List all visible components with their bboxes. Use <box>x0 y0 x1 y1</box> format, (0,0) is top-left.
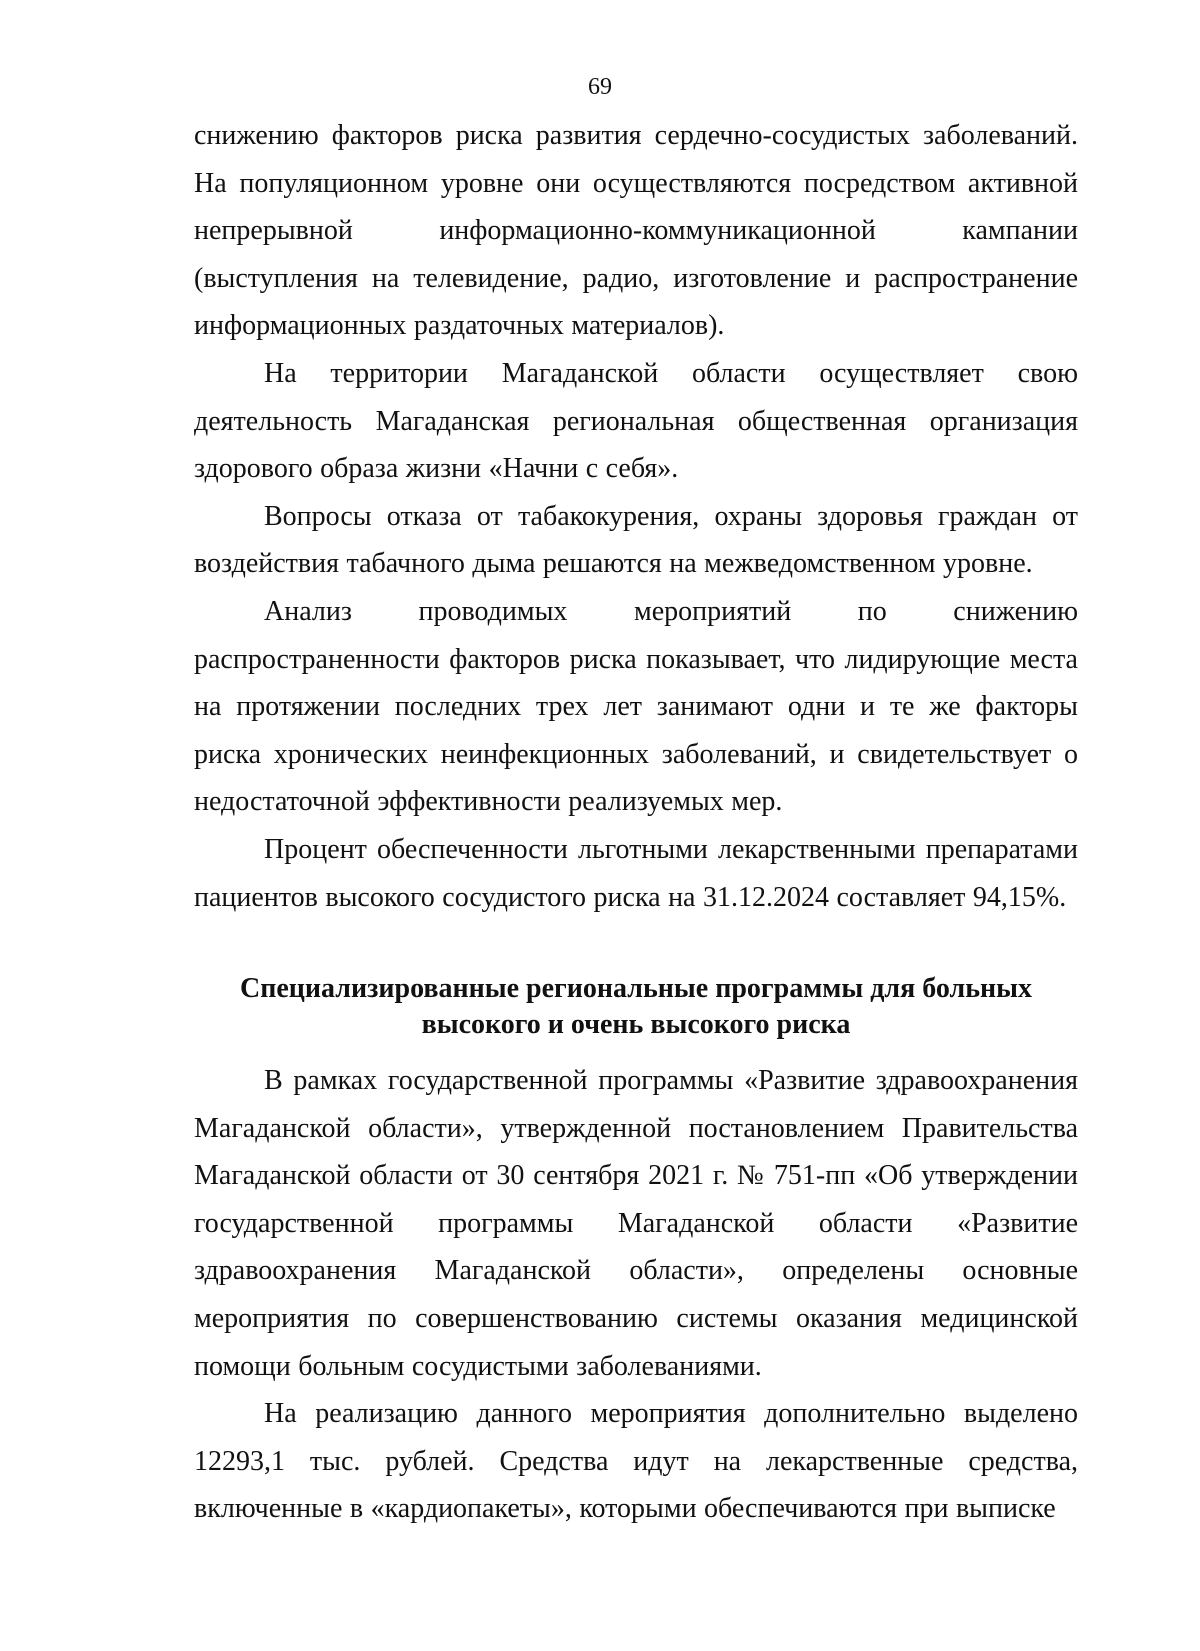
paragraph-provision-percent: Процент обеспеченности льготными лекарственными препаратами пациентов высокого сосудистого риска на 31.12.2024 составляет 94,15%. <box>194 833 1078 913</box>
text-section-top <box>194 112 1078 921</box>
section-heading-line-1: Специализированные региональные программы для больных <box>239 973 1033 1004</box>
section-heading <box>194 971 1078 1043</box>
section-heading-line-2: высокого и очень высокого риска <box>421 1009 851 1040</box>
page-number: 69 <box>588 74 612 100</box>
paragraph-continuation: снижению факторов риска развития сердечно-сосудистых заболеваний. На популяционном уровне они осуществляются посредством активной непрерывной информационно-коммуникационной кампании (выступления на телевидение, радио, изготовление и распространение информационных раздаточных материалов). <box>194 120 1078 342</box>
paragraph-organization: На территории Магаданской области осуществляет свою деятельность Магаданская региональная общественная организация здорового образа жизни «Начни с себя». <box>194 357 1078 485</box>
paragraph-analysis: Анализ проводимых мероприятий по снижению распространенности факторов риска показывает, что лидирующие места на протяжении последних трех лет занимают одни и те же факторы риска хронических неинфекционных заболеваний, и свидетельствует о недостаточной эффективности реализуемых мер. <box>194 595 1078 818</box>
paragraph-tobacco: Вопросы отказа от табакокурения, охраны здоровья граждан от воздействия табачного дыма решаются на межведомственном уровне. <box>194 500 1078 580</box>
text-section-bottom <box>194 1057 1078 1533</box>
paragraph-state-program: В рамках государственной программы «Развитие здравоохранения Магаданской области», утвержденной постановлением Правительства Магаданской области от 30 сентября 2021 г. № 751-пп «Об утверждении государственной программы Магаданской области «Развитие здравоохранения Магаданской области», определены основные мероприятия по совершенствованию системы оказания медицинской помощи больным сосудистыми заболеваниями. <box>194 1065 1078 1382</box>
paragraph-funding: На реализацию данного мероприятия дополнительно выделено 12293,1 тыс. рублей. Средства идут на лекарственные средства, включенные в «кардиопакеты», которыми обеспечиваются при выписке <box>194 1398 1078 1525</box>
